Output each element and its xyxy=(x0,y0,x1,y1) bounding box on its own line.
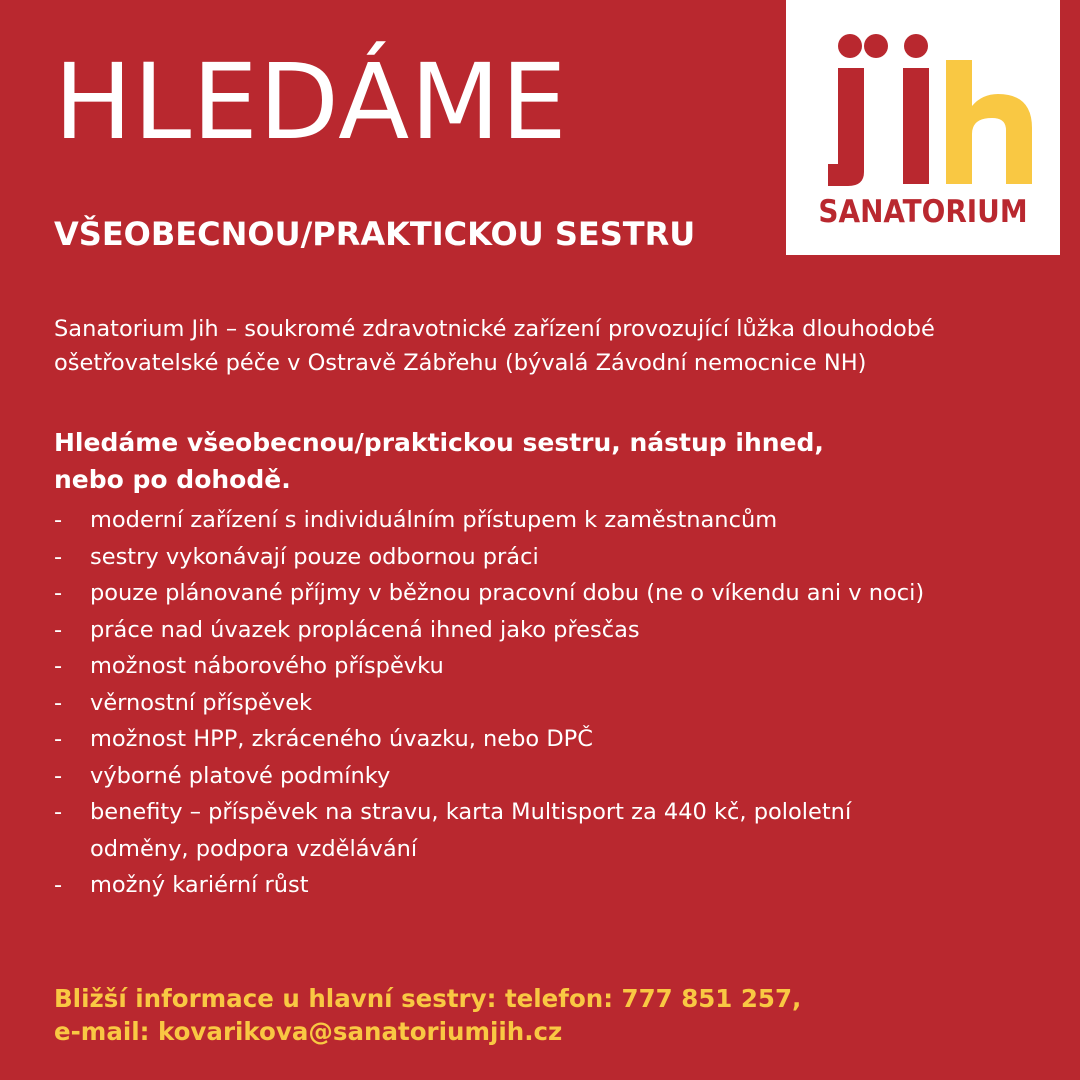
logo-text: SANATORIUM xyxy=(818,194,1028,230)
list-item-text: možnost náborového příspěvku xyxy=(90,653,444,679)
list-dash: - xyxy=(54,762,63,789)
list-item xyxy=(54,539,1064,576)
list-item xyxy=(54,648,1064,685)
contact-phone-line: Bližší informace u hlavní sestry: telefon: 777 851 257, xyxy=(54,984,802,1013)
list-item-text: pouze plánované příjmy v běžnou pracovní dobu (ne o víkendu ani v noci) xyxy=(90,580,925,606)
list-item-text: moderní zařízení s individuálním přístupem k zaměstnancům xyxy=(90,507,778,533)
list-item-text: benefity – příspěvek na stravu, karta Multisport za 440 kč, pololetní xyxy=(90,799,852,825)
list-item-text: možný kariérní růst xyxy=(90,872,309,898)
list-dash: - xyxy=(54,580,63,606)
list-dash: - xyxy=(54,872,63,898)
offer-text xyxy=(54,424,1054,498)
list-item xyxy=(54,685,1064,722)
list-item xyxy=(54,612,1064,649)
benefits-list xyxy=(54,502,1064,904)
headline: HLEDÁME xyxy=(54,41,568,163)
list-item-text: možnost HPP, zkráceného úvazku, nebo DPČ xyxy=(90,726,593,752)
list-dash: - xyxy=(54,543,63,570)
list-item xyxy=(54,867,1064,904)
list-item-text: věrnostní příspěvek xyxy=(90,689,313,716)
sanatorium-jih-logo xyxy=(786,0,1060,255)
offer-line-2: nebo po dohodě. xyxy=(54,465,291,494)
list-dash: - xyxy=(54,689,63,716)
list-item xyxy=(54,721,1064,758)
list-item xyxy=(54,502,1064,539)
intro-line-2: ošetřovatelské péče v Ostravě Zábřehu (bývalá Závodní nemocnice NH) xyxy=(54,350,867,376)
list-item-text-continued: odměny, podpora vzdělávání xyxy=(90,835,418,862)
intro-text xyxy=(54,312,1064,380)
contact-email-line: e-mail: kovarikova@sanatoriumjih.cz xyxy=(54,1017,563,1046)
list-dash: - xyxy=(54,799,63,825)
contact-info xyxy=(54,982,1064,1048)
list-item-text: výborné platové podmínky xyxy=(90,762,391,789)
list-item-text: práce nad úvazek proplácená ihned jako přesčas xyxy=(90,616,640,643)
list-dash: - xyxy=(54,507,63,533)
list-dash: - xyxy=(54,616,63,643)
subheadline: VŠEOBECNOU/PRAKTICKOU SESTRU xyxy=(54,215,696,253)
list-dash: - xyxy=(54,726,63,752)
list-item xyxy=(54,758,1064,795)
list-dash: - xyxy=(54,653,63,679)
list-item xyxy=(54,794,1064,867)
list-item xyxy=(54,575,1064,612)
list-item-text: sestry vykonávají pouze odbornou práci xyxy=(90,543,539,570)
intro-line-1: Sanatorium Jih – soukromé zdravotnické zařízení provozující lůžka dlouhodobé xyxy=(54,316,935,342)
offer-line-1: Hledáme všeobecnou/praktickou sestru, nástup ihned, xyxy=(54,428,824,457)
